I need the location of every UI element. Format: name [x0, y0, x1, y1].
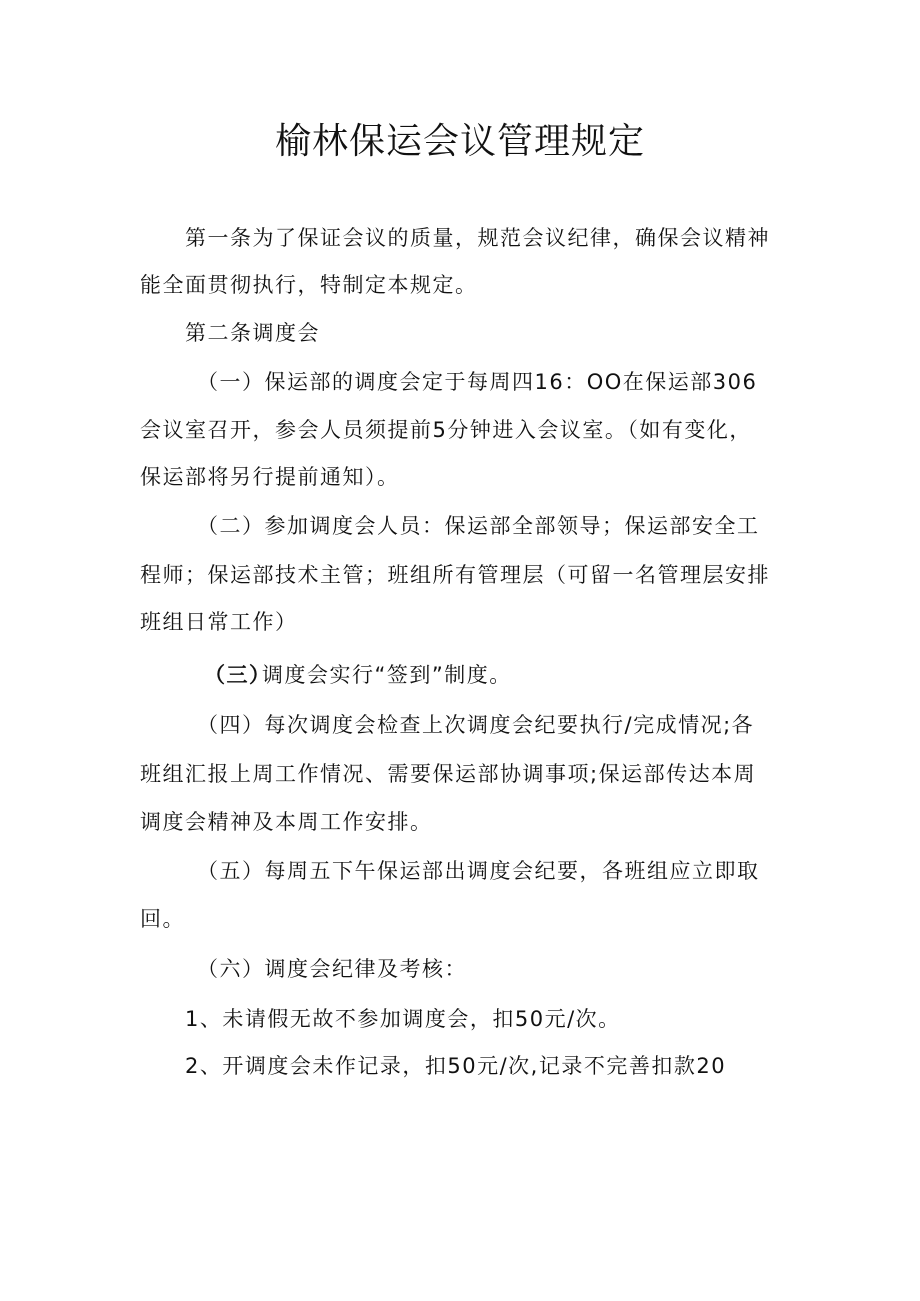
clause-4-line-1: （四）每次调度会检查上次调度会纪要执行/完成情况;各 [140, 713, 755, 737]
article-1-line-1: 第一条为了保证会议的质量，规范会议纪律，确保会议精神 [140, 226, 770, 250]
clause-5-line-2: 回。 [140, 907, 185, 931]
clause-4-line-2: 班组汇报上周工作情况、需要保运部协调事项;保运部传达本周 [140, 762, 757, 786]
article-2-heading: 第二条调度会 [140, 321, 320, 345]
clause-3-number: （三） [204, 663, 272, 687]
clause-2-line-1: （二）参加调度会人员：保运部全部领导；保运部安全工 [140, 514, 760, 538]
clause-1-line-1: （一）保运部的调度会定于每周四16：OO在保运部306 [140, 370, 758, 394]
article-1-line-2: 能全面贯彻执行，特制定本规定。 [140, 273, 478, 297]
rule-2: 2、开调度会未作记录，扣50元/次,记录不完善扣款20 [140, 1054, 727, 1078]
document-title: 榆林保运会议管理规定 [274, 121, 645, 162]
clause-2-line-3: 班组日常工作） [140, 610, 298, 634]
clause-1-line-2: 会议室召开，参会人员须提前5分钟进入会议室。（如有变化， [140, 418, 752, 442]
clause-4-line-3: 调度会精神及本周工作安排。 [140, 810, 433, 834]
clause-1-line-3: 保运部将另行提前通知）。 [140, 465, 400, 489]
clause-3-text: 调度会实行“签到”制度。 [262, 663, 512, 687]
clause-5-line-1: （五）每周五下午保运部出调度会纪要，各班组应立即取 [140, 859, 760, 883]
clause-2-line-2: 程师；保运部技术主管；班组所有管理层（可留一名管理层安排 [140, 563, 770, 587]
clause-6-heading: （六）调度会纪律及考核： [140, 957, 467, 981]
rule-1: 1、未请假无故不参加调度会，扣50元/次。 [140, 1007, 621, 1031]
